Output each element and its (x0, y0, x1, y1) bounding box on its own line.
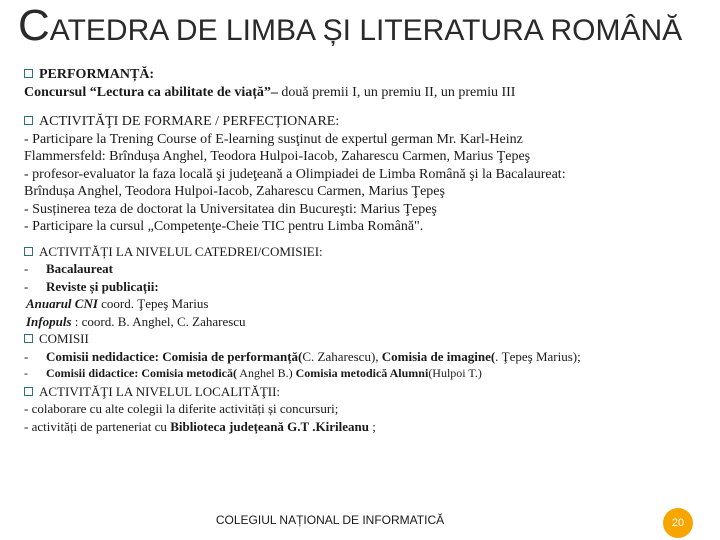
page-number-badge: 20 (663, 508, 693, 538)
catedra-item (24, 260, 704, 278)
title-first-letter: C (18, 1, 50, 50)
local-heading: ACTIVITĂŢI LA NIVELUL LOCALITĂŢII: (39, 383, 281, 399)
nedid-label: Comisii nedidactice: Comisia de performanță( (46, 348, 303, 364)
checkbox-bullet-icon (24, 334, 33, 343)
checkbox-bullet-icon (24, 116, 33, 125)
local-line2-c: ; (368, 418, 376, 434)
catedra-reviste: Reviste și publicații: (46, 278, 159, 294)
infopuls-coord: : coord. B. Anghel, C. Zaharescu (71, 313, 246, 329)
formare-heading: ACTIVITĂŢI DE FORMARE / PERFECȚIONARE: (39, 114, 340, 129)
did-label: Comisii didactice: Comisia metodică( (46, 366, 237, 380)
performanta-heading: PERFORMANȚĂ: (39, 67, 155, 82)
formare-line: Flammersfeld: Brîndușa Anghel, Teodora Hulpoi-Iacob, Zaharescu Carmen, Marius Ţepeş (24, 149, 531, 164)
formare-line: Brîndușa Anghel, Teodora Hulpoi-Iacob, Zaharescu Carmen, Marius Ţepeş (24, 184, 445, 199)
local-line (24, 418, 704, 436)
formare-line: - Participare la Trening Course of E-learning susţinut de expertul german Mr. Karl-Heinz (24, 131, 523, 147)
dash: - (24, 348, 29, 364)
catedra-heading-line (24, 243, 704, 261)
formare-line: - profesor-evaluator la faza locală şi judeţeană a Olimpiadei de Limba Română şi la Bacalaureat: (24, 166, 566, 182)
did-label2: Comisia metodică Alumni (292, 366, 429, 380)
did-name2: (Hulpoi T.) (428, 366, 482, 380)
performanta-line (24, 84, 704, 102)
performanta-prizes: două premii I, un premiu II, un premiu III (277, 84, 516, 100)
checkbox-bullet-icon (24, 247, 33, 256)
performanta-heading-line (24, 66, 704, 84)
local-biblioteca: Biblioteca județeană G.T .Kirileanu (170, 418, 369, 434)
title-rest: ATEDRA DE LIMBA ȘI LITERATURA ROMÂNĂ (49, 14, 683, 47)
anuarul-line (24, 295, 704, 313)
local-line2-a: - activități de parteneriat cu (24, 418, 171, 434)
did-name1: Anghel B.) (236, 366, 293, 380)
comisii-didactice (24, 365, 704, 383)
checkbox-bullet-icon (24, 69, 33, 78)
anuarul-coord: coord. Ţepeş Marius (97, 296, 209, 311)
footer-school: COLEGIUL NAȚIONAL DE INFORMATICĂ (215, 513, 445, 527)
comisii-nedidactice (24, 348, 704, 366)
catedra-heading: ACTIVITĂȚI LA NIVELUL CATEDREI/COMISIEI: (39, 243, 323, 259)
dash: - (24, 278, 29, 294)
local-line: - colaborare cu alte colegii la diferite activități și concursuri; (24, 401, 339, 416)
catedra-item (24, 278, 704, 296)
formare-line: - Susținerea teza de doctorat la Universitatea din Bucureşti: Marius Ţepeş (24, 201, 437, 217)
infopuls-line (24, 313, 704, 331)
local-heading-line (24, 383, 704, 401)
formare-heading-line (24, 113, 704, 131)
anuarul-name: Anuarul CNI (26, 296, 98, 311)
formare-line: - Participare la cursul „Competenţe-Cheie TIC pentru Limba Română". (24, 219, 424, 234)
page-title (18, 1, 718, 50)
comisii-heading: COMISII (39, 331, 89, 346)
dash: - (24, 261, 29, 276)
nedid-name1: C. Zaharescu), (302, 348, 379, 364)
performanta-contest: Concursul “Lectura ca abilitate de viață”– (24, 84, 278, 100)
dash: - (24, 366, 28, 380)
catedra-bacalaureat: Bacalaureat (46, 261, 113, 276)
comisii-heading-line (24, 330, 704, 348)
checkbox-bullet-icon (24, 387, 33, 396)
content (24, 66, 704, 435)
infopuls-name: Infopuls (26, 313, 72, 329)
nedid-label2: Comisia de imagine( (378, 348, 496, 364)
nedid-name2: . Ţepeş Marius); (495, 348, 581, 364)
